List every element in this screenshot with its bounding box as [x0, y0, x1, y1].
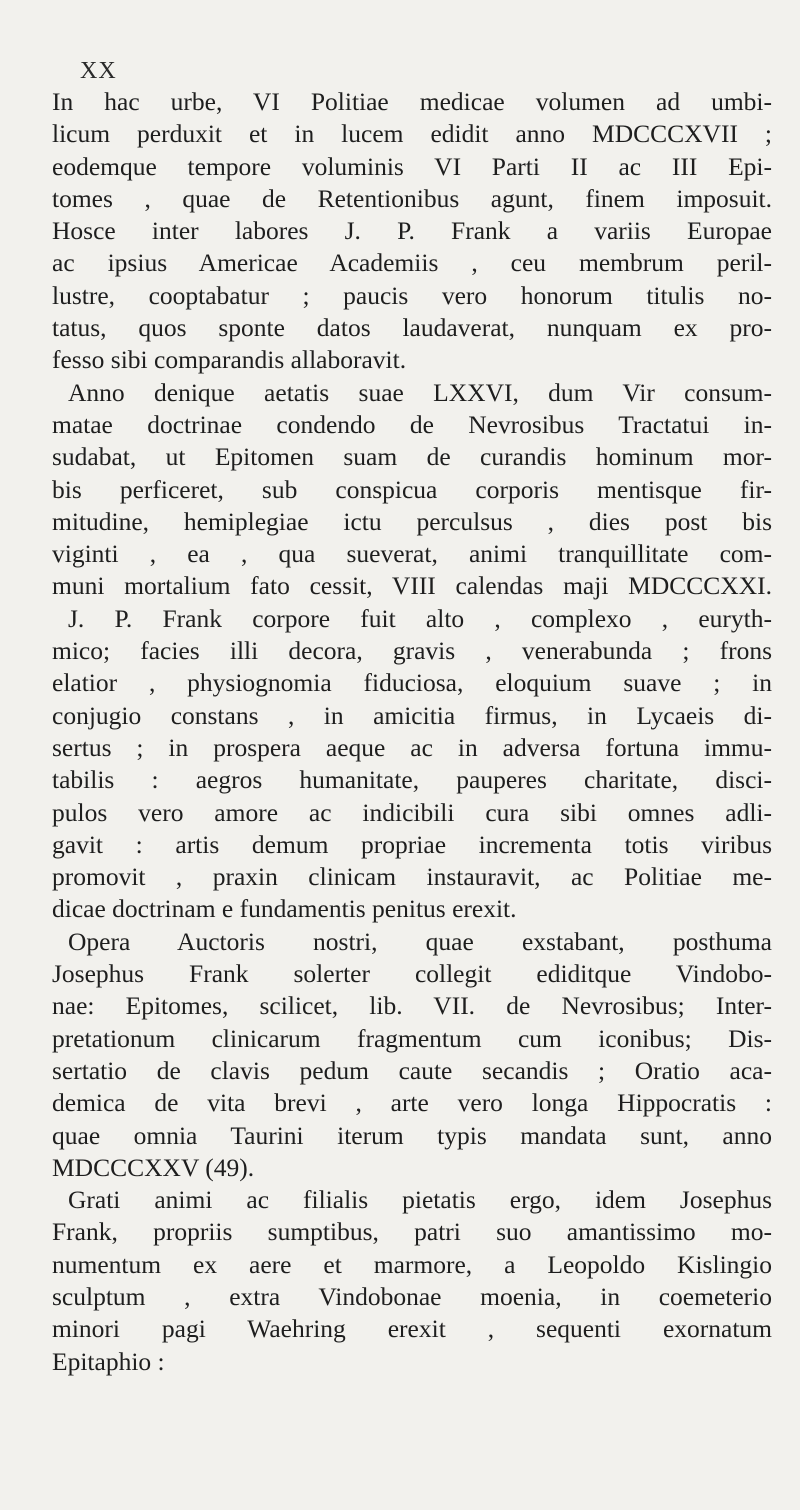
text-line: pretationum clinicarum fragmentum cum iconibus; Dis-	[52, 1023, 772, 1053]
text-line: muni mortalium fato cessit, VIII calendas maji MDCCCXXI.	[52, 571, 772, 601]
text-line: In hac urbe, VI Politiae medicae volumen ad umbi-	[52, 87, 772, 116]
text-line: promovit , praxin clinicam instauravit, ac Politiae me-	[52, 862, 772, 892]
text-line: minori pagi Waehring erexit , sequenti exornatum	[52, 1314, 772, 1344]
text-line: Hosce inter labores J. P. Frank a variis Europae	[52, 216, 772, 246]
text-line: demica de vita brevi , arte vero longa Hippocratis :	[52, 1088, 772, 1118]
body-text	[52, 86, 772, 1378]
text-line: J. P. Frank corpore fuit alto , complexo , euryth-	[68, 603, 772, 633]
text-line: quae omnia Taurini iterum typis mandata sunt, anno	[52, 1120, 772, 1150]
text-line: pulos vero amore ac indicibili cura sibi omnes adli-	[52, 797, 772, 827]
text-line: dicae doctrinam e fundamentis penitus erexit.	[52, 894, 517, 924]
text-line: mitudine, hemiplegiae ictu perculsus , dies post bis	[52, 506, 772, 536]
text-line: licum perduxit et in lucem edidit anno MDCCCXVII ;	[52, 119, 772, 149]
text-line: viginti , ea , qua sueverat, animi tranquillitate com-	[52, 539, 772, 569]
text-line: matae doctrinae condendo de Nevrosibus Tractatui in-	[52, 409, 772, 439]
page-number: XX	[80, 58, 117, 84]
text-line: sertatio de clavis pedum caute secandis ; Oratio aca-	[52, 1055, 772, 1085]
text-line: elatior , physiognomia fiduciosa, eloquium suave ; in	[52, 668, 772, 698]
text-line: Josephus Frank solerter collegit ediditque Vindobo-	[52, 959, 772, 989]
text-line: tomes , quae de Retentionibus agunt, finem imposuit.	[52, 183, 772, 213]
text-line: sertus ; in prospera aeque ac in adversa fortuna immu-	[52, 732, 772, 762]
text-line: Epitaphio :	[52, 1346, 165, 1376]
text-line: ac ipsius Americae Academiis , ceu membrum peril-	[52, 248, 772, 278]
text-line: sudabat, ut Epitomen suam de curandis hominum mor-	[52, 442, 772, 472]
text-line: bis perficeret, sub conspicua corporis mentisque fir-	[52, 474, 772, 504]
text-line: gavit : artis demum propriae incrementa totis viribus	[52, 829, 772, 859]
text-line: nae: Epitomes, scilicet, lib. VII. de Nevrosibus; Inter-	[52, 991, 772, 1021]
text-line: tatus, quos sponte datos laudaverat, nunquam ex pro-	[52, 313, 772, 343]
text-line: Grati animi ac filialis pietatis ergo, idem Josephus	[68, 1185, 772, 1215]
text-line: Frank, propriis sumptibus, patri suo amantissimo mo-	[52, 1217, 772, 1247]
text-line: numentum ex aere et marmore, a Leopoldo Kislingio	[52, 1249, 772, 1279]
text-line: lustre, cooptabatur ; paucis vero honorum titulis no-	[52, 280, 772, 310]
text-line: MDCCCXXV (49).	[52, 1152, 255, 1182]
text-line: conjugio constans , in amicitia firmus, in Lycaeis di-	[52, 700, 772, 730]
text-line: tabilis : aegros humanitate, pauperes charitate, disci-	[52, 765, 772, 795]
text-line: Opera Auctoris nostri, quae exstabant, posthuma	[68, 926, 772, 956]
text-line: sculptum , extra Vindobonae moenia, in coemeterio	[52, 1281, 772, 1311]
text-line: Anno denique aetatis suae LXXVI, dum Vir consum-	[68, 377, 772, 407]
text-line: fesso sibi comparandis allaboravit.	[52, 345, 407, 375]
text-line: eodemque tempore voluminis VI Parti II ac III Epi-	[52, 151, 772, 181]
text-line: mico; facies illi decora, gravis , venerabunda ; frons	[52, 636, 772, 666]
